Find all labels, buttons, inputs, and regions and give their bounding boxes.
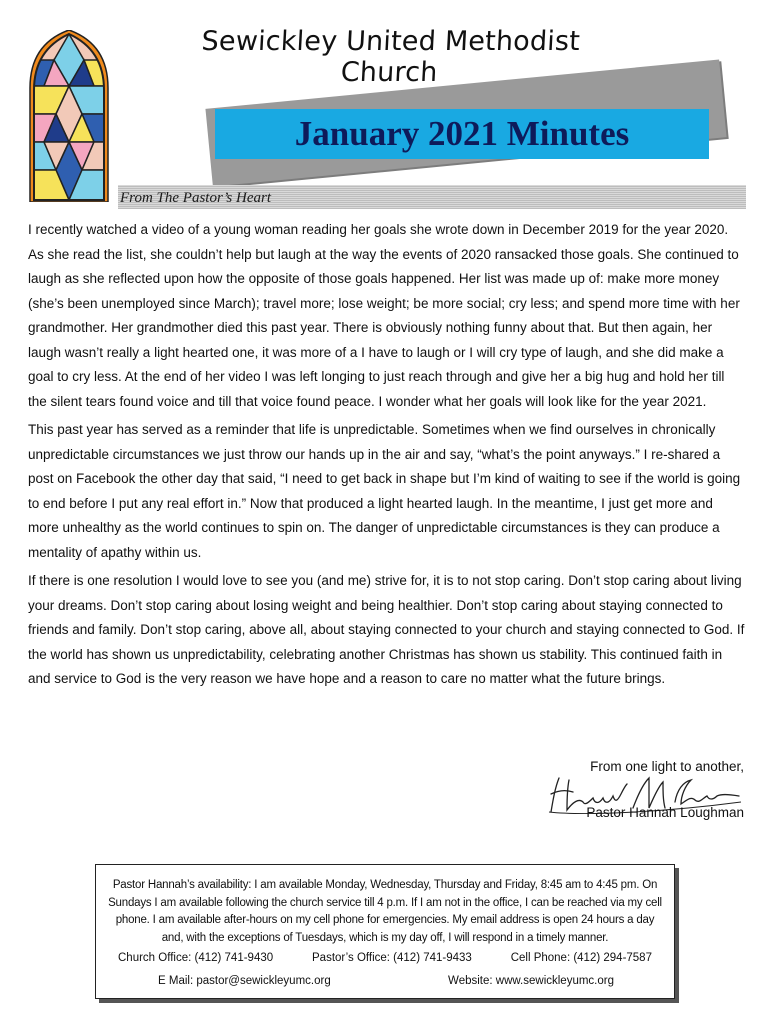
phone-row: [96, 952, 674, 964]
article-body: [28, 218, 746, 696]
page-title: January 2021 Minutes: [215, 109, 709, 159]
signer-name: Pastor Hannah Loughman: [586, 805, 744, 820]
closing-line: From one light to another,: [590, 759, 744, 774]
paragraph: If there is one resolution I would love to see you (and me) strive for, it is to not stop caring. Don’t stop caring about living your dreams. Don’t stop caring about losing weight and being healthier. Don’t stop caring about staying connected to friends and family. Don’t stop caring, above all, about staying connected to your church and staying connected to God. If the world has shown us unpredictability, celebrating another Christmas has shown us stability. This continued faith in and service to God is the very reason we have hope and a reason to care no matter what the future brings.: [28, 573, 745, 686]
paragraph: I recently watched a video of a young woman reading her goals she wrote down in December 2019 for the year 2020. As she read the list, she couldn’t help but laugh at the way the events of 2020 ransacked those goals. She continued to laugh as she reflected upon how the opposite of those goals happened. Her list was made up of: make more money (she’s been unemployed since March); travel more; lose weight; be more social; cry less; and spend more time with her grandmother. Her grandmother died this past year. There is obviously nothing funny about that. But then again, her laugh wasn’t really a light hearted one, it was more of a I have to laugh or I will cry type of laugh, and she did make a goal to cry less. At the end of her video I was left longing to just reach through and give her a big hug and hold her till the silent tears found voice and till that voice found peace. I wonder what her goals will look like for the year 2021.: [28, 222, 740, 409]
website-address: Website: www.sewickleyumc.org: [448, 975, 614, 987]
church-name: Sewickley United Methodist Church: [200, 26, 581, 88]
availability-text: Pastor Hannah’s availability: I am available Monday, Wednesday, Thursday and Friday, 8:45 am to 4:45 pm. On Sundays I am available following the church service till 4 p.m. If I am not in the office, I can be reached via my cell phone. I am available after-hours on my cell phone for emergencies. My email address is open 24 hours a day and, with the exceptions of Tuesdays, which is my day off, I will respond in a timely manner.: [108, 879, 662, 944]
cell-phone: Cell Phone: (412) 294-7587: [510, 952, 652, 964]
contact-info-box: [95, 864, 675, 999]
paragraph: This past year has served as a reminder that life is unpredictable. Sometimes when we find ourselves in chronically unpredictable circumstances we just throw our hands up in the air and say, “what’s the point anyways.” I re-shared a post on Facebook the other day that said, “I need to get back in shape but I’m kind of waiting to see if the world is going to end before I put any real effort in.” Now that produced a light hearted laugh. In the meantime, I just get more and more unhealthy as the world continues to spin on. The danger of unpredictable circumstances is they can produce a mentality of apathy within us.: [28, 422, 741, 560]
stained-glass-window-icon: [24, 30, 114, 202]
section-title: From The Pastor’s Heart: [120, 190, 271, 206]
web-row: [96, 975, 674, 987]
email-address: E Mail: pastor@sewickleyumc.org: [158, 975, 331, 987]
church-office-phone: Church Office: (412) 741-9430: [118, 952, 274, 964]
pastors-office-phone: Pastor’s Office: (412) 741-9433: [312, 952, 472, 964]
